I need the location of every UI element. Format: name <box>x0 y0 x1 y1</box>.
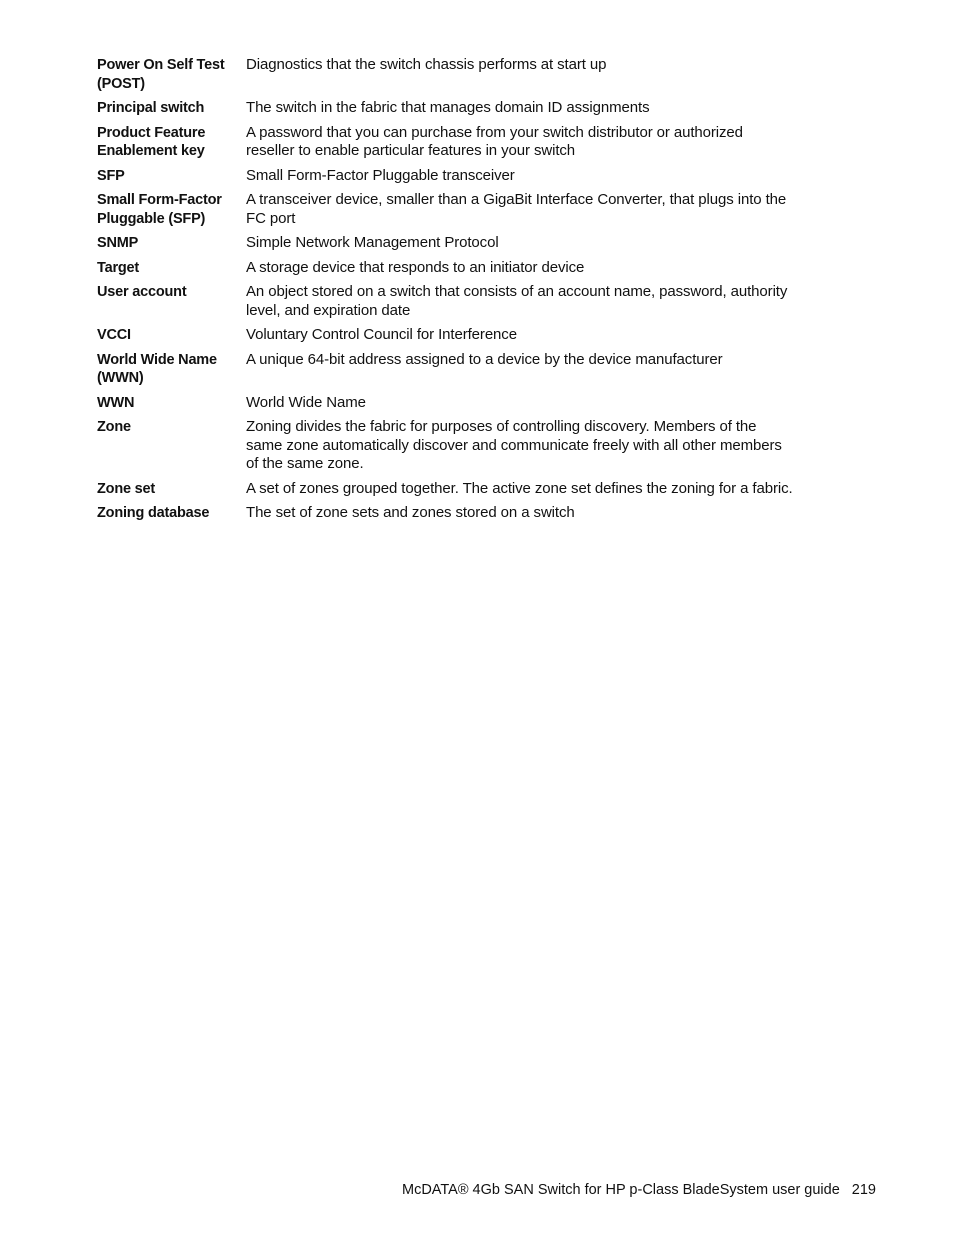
glossary-definition: A unique 64-bit address assigned to a device by the device manufacturer <box>246 350 723 368</box>
glossary-term: Small Form-Factor Pluggable (SFP) <box>97 192 222 227</box>
glossary-definition: Zoning divides the fabric for purposes of controlling discovery. Members of the same zone automatically discover and communicate freely with all other members of the same zone. <box>246 418 782 472</box>
glossary-definition: Voluntary Control Council for Interference <box>246 326 517 343</box>
glossary-definition: The switch in the fabric that manages domain ID assignments <box>246 99 650 116</box>
glossary-term: Zone <box>97 419 131 435</box>
glossary-entry <box>97 351 817 388</box>
glossary-entry <box>97 394 817 413</box>
glossary-term: Zone set <box>97 480 156 497</box>
glossary-definition: Simple Network Management Protocol <box>246 234 499 251</box>
glossary-definition: A password that you can purchase from your switch distributor or authorized reseller to enable particular features in your switch <box>246 123 743 159</box>
glossary-entry <box>97 234 817 253</box>
page-number: 219 <box>851 1182 876 1198</box>
glossary-entry <box>97 191 817 228</box>
page-footer <box>0 1181 876 1199</box>
glossary-entry <box>97 124 817 161</box>
glossary-term: SFP <box>97 167 125 184</box>
glossary-definition: Diagnostics that the switch chassis performs at start up <box>246 56 607 73</box>
glossary-entry <box>97 259 817 278</box>
glossary <box>97 56 817 529</box>
glossary-definition: A transceiver device, smaller than a GigaBit Interface Converter, that plugs into the FC port <box>246 191 787 227</box>
glossary-entry <box>97 326 817 345</box>
glossary-term: Product Feature Enablement key <box>97 124 206 159</box>
glossary-term: Target <box>97 259 140 276</box>
glossary-entry <box>97 167 817 186</box>
glossary-term: SNMP <box>97 235 139 251</box>
footer-document-title: McDATA® 4Gb SAN Switch for HP p-Class BladeSystem user guide <box>402 1182 840 1198</box>
glossary-entry <box>97 418 817 474</box>
glossary-definition: A set of zones grouped together. The active zone set defines the zoning for a fabric. <box>246 479 793 497</box>
glossary-term: World Wide Name (WWN) <box>97 351 217 386</box>
glossary-term: Power On Self Test (POST) <box>97 57 225 92</box>
glossary-entry <box>97 480 817 499</box>
glossary-definition: The set of zone sets and zones stored on a switch <box>246 504 575 521</box>
glossary-term: Principal switch <box>97 100 205 116</box>
glossary-entry <box>97 99 817 118</box>
glossary-definition: Small Form-Factor Pluggable transceiver <box>246 166 515 184</box>
glossary-term: VCCI <box>97 327 131 343</box>
glossary-term: Zoning database <box>97 505 210 521</box>
glossary-definition: World Wide Name <box>246 393 366 411</box>
glossary-definition: An object stored on a switch that consists of an account name, password, authority level, and expiration date <box>246 283 788 319</box>
glossary-entry <box>97 504 817 523</box>
glossary-definition: A storage device that responds to an initiator device <box>246 258 585 276</box>
glossary-entry <box>97 56 817 93</box>
glossary-term: WWN <box>97 394 135 411</box>
glossary-entry <box>97 283 817 320</box>
glossary-term: User account <box>97 284 187 300</box>
